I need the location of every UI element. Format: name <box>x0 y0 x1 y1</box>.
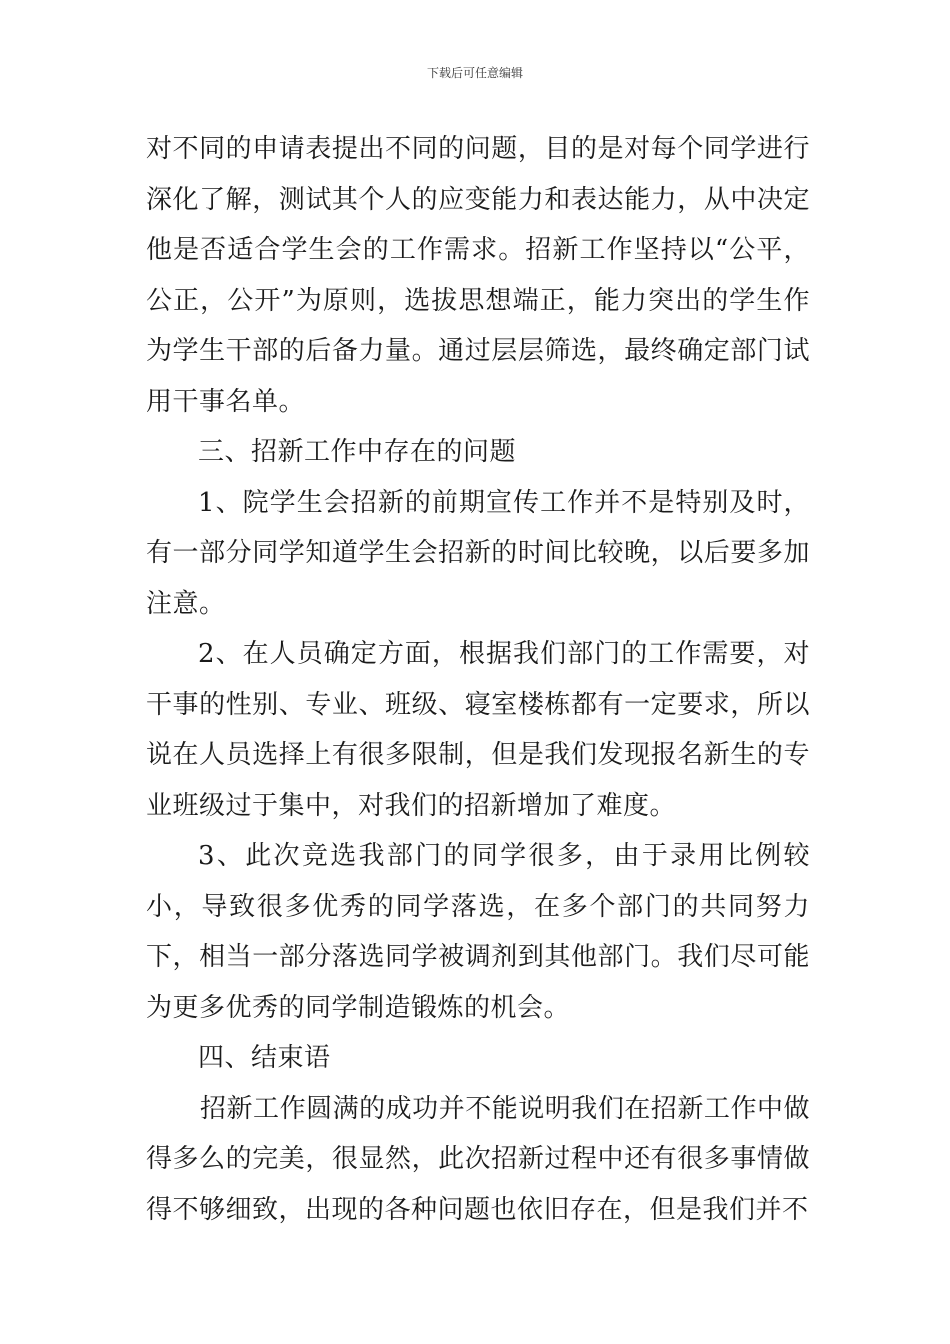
paragraph-problem-1: 1、院学生会招新的前期宣传工作并不是特别及时，有一部分同学知道学生会招新的时间比较晚，以后要多加注意。 <box>146 487 810 619</box>
page-header: 下载后可任意编辑 <box>426 66 523 80</box>
section-heading-problems: 三、招新工作中存在的问题 <box>198 437 517 467</box>
paragraph-problem-3: 3、此次竞选我部门的同学很多，由于录用比例较小，导致很多优秀的同学落选，在多个部门的共同努力下，相当一部分落选同学被调剂到其他部门。我们尽可能为更多优秀的同学制造锻炼的机会。 <box>146 841 810 1023</box>
paragraph-continuation: 对不同的申请表提出不同的问题，目的是对每个同学进行深化了解，测试其个人的应变能力和表达能力，从中决定他是否适合学生会的工作需求。招新工作坚持以“公平，公正，公开”为原则，选拔思想端正，能力突出的学生作为学生干部的后备力量。通过层层筛选，最终确定部门试用干事名单。 <box>146 134 810 417</box>
document-body <box>146 124 810 1235</box>
paragraph-problem-2: 2、在人员确定方面，根据我们部门的工作需要，对干事的性别、专业、班级、寝室楼栋都有一定要求，所以说在人员选择上有很多限制，但是我们发现报名新生的专业班级过于集中，对我们的招新增加了难度。 <box>146 639 810 821</box>
paragraph-conclusion: 招新工作圆满的成功并不能说明我们在招新工作中做得多么的完美，很显然，此次招新过程中还有很多事情做得不够细致，出现的各种问题也依旧存在，但是我们并不 <box>146 1093 810 1225</box>
section-heading-conclusion: 四、结束语 <box>198 1043 331 1073</box>
